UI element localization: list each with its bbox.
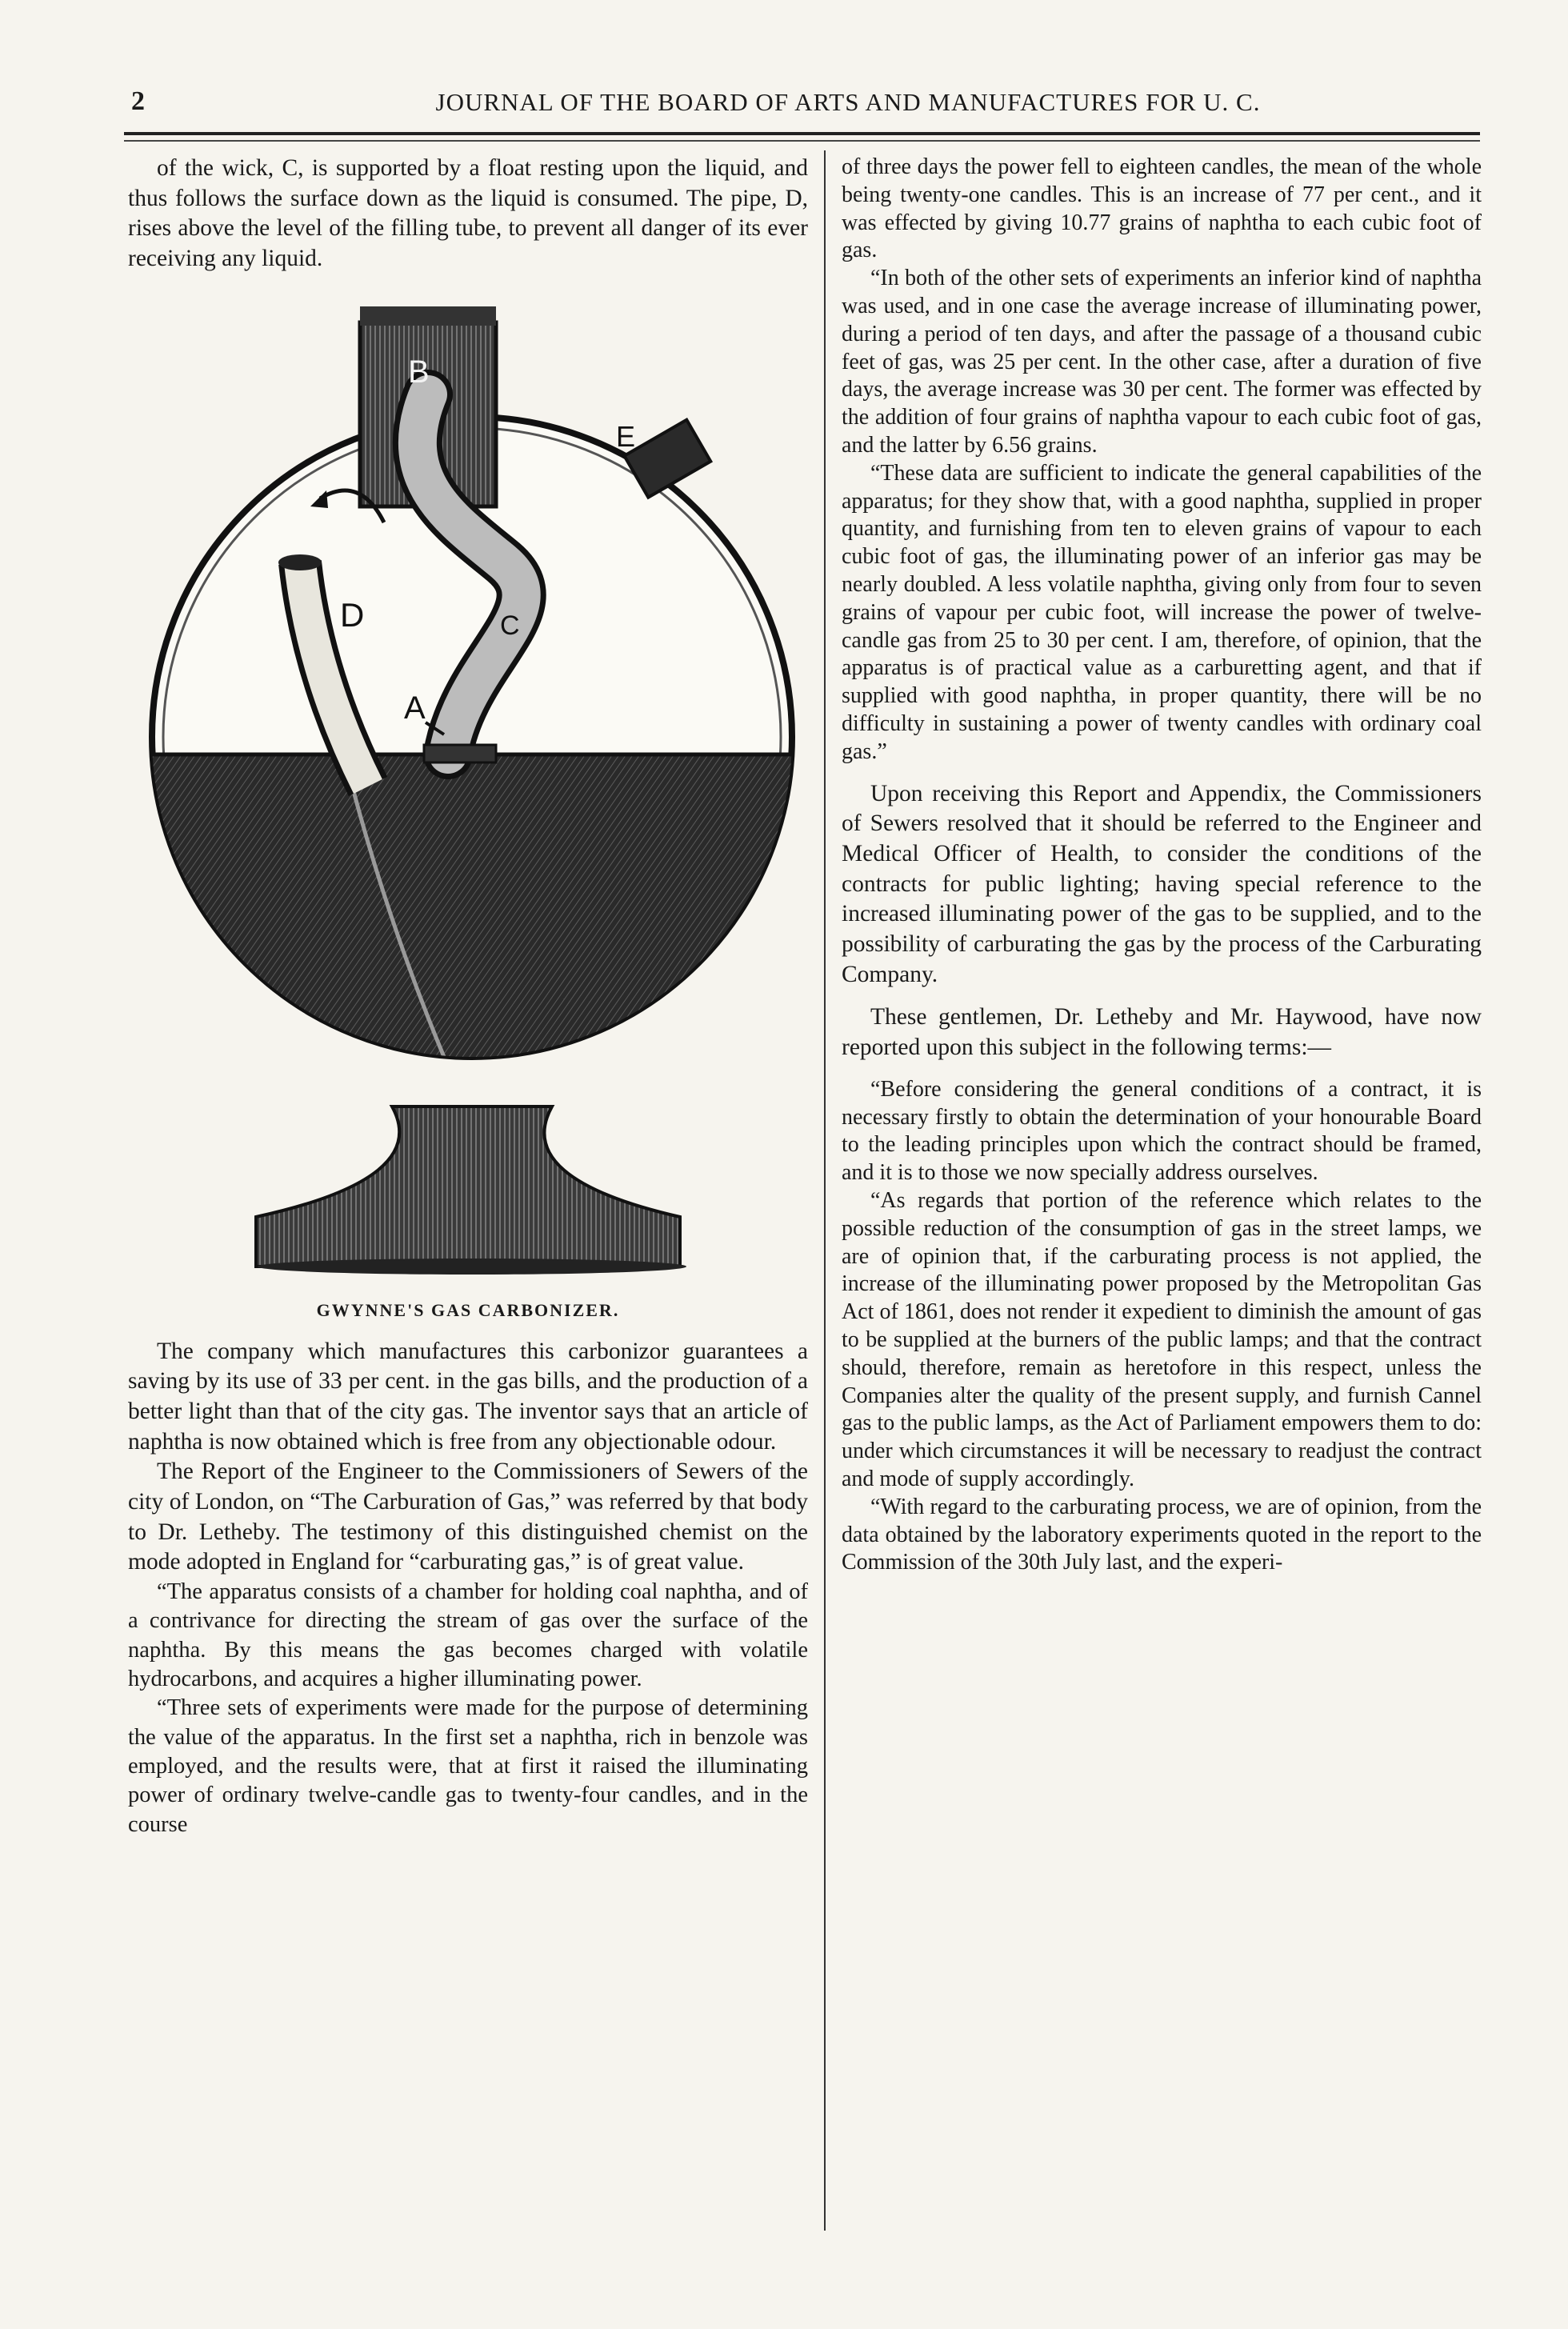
header-rule-thick (124, 132, 1480, 135)
header-rule-thin (124, 140, 1480, 142)
label-c: C (500, 610, 520, 641)
naphtha-liquid (144, 754, 800, 1074)
left-paragraph-3: The Report of the Engineer to the Commissioners of Sewers of the city of London, on “The Carburation of Gas,” was referred by that body to Dr. Letheby. The testimony of this distinguished chemist on the mode adopted in England for “carburating gas,” is of great value. (128, 1459, 808, 1575)
float (424, 745, 496, 762)
label-b: B (408, 354, 430, 390)
right-paragraph-6: “Before considering the general conditions of a contract, it is necessary firstly to obtain the determination of your honourable Board to the leading principles upon which the contract should be framed, and it is to those we now specially address ourselves. (842, 1076, 1482, 1186)
right-paragraph-3: “These data are sufficient to indicate the general capabilities of the apparatus; for they show that, with a good naphtha, supplied in proper quantity, and furnishing from ten to eleven grains of vapour to each cubic foot of gas, the illuminating power of an inferior gas may be nearly doubled. A less volatile naphtha, giving only from four to seven grains of vapour per cubic foot, will increase the power of twelve-candle gas from 25 to 30 per cent. I am, therefore, of opinion, that the apparatus is of practical value as a carburetting agent, and that if supplied with good naphtha, in proper quantity, there will be no difficulty in sustaining a power of twenty candles with ordinary coal gas.” (842, 460, 1482, 764)
left-paragraph-4: “The apparatus consists of a chamber for holding coal naphtha, and of a contrivance for directing the stream of gas over the surface of the naphtha. By this means the gas becomes charged with volatile hydrocarbons, and acquires a higher illuminating power. (128, 1579, 808, 1692)
right-column (842, 154, 1482, 1577)
right-paragraph-8: “With regard to the carburating process, we are of opinion, from the data obtained by the laboratory experiments quoted in the report to the Commission of the 30th July last, and the experi- (842, 1494, 1482, 1575)
left-column (128, 154, 808, 1839)
left-paragraph-1: of the wick, C, is supported by a float resting upon the liquid, and thus follows the surface down as the liquid is consumed. The pipe, D, rises above the level of the filling tube, to prevent all danger of its ever receiving any liquid. (128, 155, 808, 272)
figure-caption: GWYNNE'S GAS CARBONIZER. (316, 1299, 620, 1320)
right-paragraph-2: “In both of the other sets of experiments an inferior kind of naphtha was used, and in one case the average increase of illuminating power, during a period of ten days, and after the passage of a thousand cubic feet of gas, was 25 per cent. In the other case, after a duration of five days, the average increase was 30 per cent. The former was effected by the addition of four grains of naphtha vapour to each cubic foot of gas, and the latter by 6.56 grains. (842, 266, 1482, 458)
label-d: D (340, 595, 365, 634)
carbonizer-foot (256, 1106, 680, 1267)
label-a: A (404, 690, 426, 726)
left-paragraph-2: The company which manufactures this carbonizor guarantees a saving by its use of 33 per cent. in the gas bills, and the production of a better light than that of the city gas. The inventor says that an article of naphtha is now obtained which is free from any objectionable odour. (128, 1338, 808, 1455)
left-paragraph-5: “Three sets of experiments were made for the purpose of determining the value of the apparatus. In the first set a naphtha, rich in benzole was employed, and the results were, that at first it raised the illuminating power of ordinary twelve-candle gas to twenty-four candles, and in the course (128, 1695, 808, 1837)
carbonizer-base (258, 1259, 686, 1275)
right-paragraph-7: “As regards that portion of the reference which relates to the possible reduction of the consumption of gas in the street lamps, we are of opinion that, if the carburating process is not applied, the increase of the illuminating power proposed by the Metropolitan Gas Act of 1861, does not render it expedient to diminish the amount of gas to be supplied at the burners of the public lamps; and that the contract should, therefore, remain as heretofore in this respect, unless the Companies alter the quality of the present supply, and furnish Cannel gas to the public lamps, as the Act of Parliament empowers them to do: under which circumstances it will be necessary to readjust the contract and mode of supply accordingly. (842, 1188, 1482, 1492)
carbonizer-drawing (128, 274, 808, 1289)
right-paragraph-4: Upon receiving this Report and Appendix, the Commissioners of Sewers resolved that it should be referred to the Engineer and Medical Officer of Health, to consider the conditions of the contracts for public lighting; having special reference to the increased illuminating power of the gas to be supplied, and to the possibility of carburating the gas by the process of the Carburating Company. (842, 780, 1482, 987)
label-e: E (616, 419, 636, 453)
right-paragraph-1: of three days the power fell to eighteen candles, the mean of the whole being twenty-one candles. This is an increase of 77 per cent., and it was effected by giving 10.77 grains of naphtha to each cubic foot of gas. (842, 154, 1482, 263)
column-divider (824, 150, 826, 2231)
carbonizer-illustration (128, 274, 808, 1289)
page-number: 2 (131, 86, 145, 116)
right-paragraph-5: These gentlemen, Dr. Letheby and Mr. Haywood, have now reported upon this subject in the following terms:— (842, 1004, 1482, 1061)
page-header (120, 86, 1480, 122)
running-title: JOURNAL OF THE BOARD OF ARTS AND MANUFACTURES FOR U. C. (435, 88, 1261, 116)
